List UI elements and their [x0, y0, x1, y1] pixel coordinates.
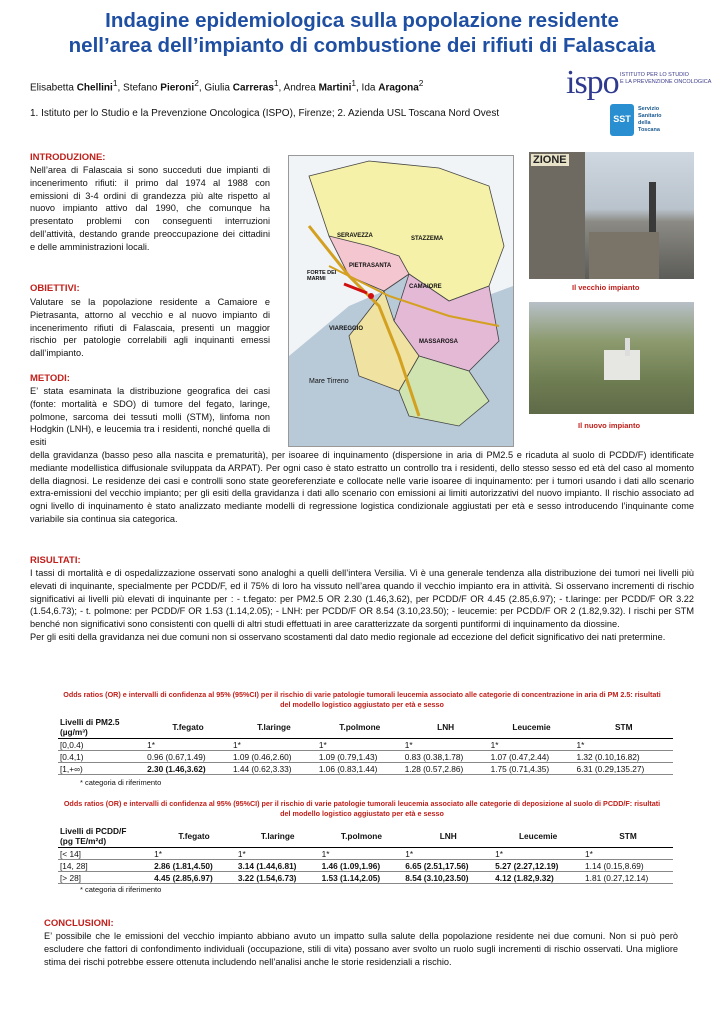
- author-surname: Aragona: [378, 82, 419, 94]
- author-surname: Chellini: [76, 82, 113, 94]
- table-row: [58, 872, 673, 884]
- ispo-line: E LA PREVENZIONE ONCOLOGICA: [620, 79, 712, 85]
- author-sup: 1: [351, 78, 356, 88]
- sst-line: Toscana: [638, 127, 660, 133]
- table-cell: 1*: [574, 739, 673, 751]
- table-cell: 8.54 (3.10,23.50): [403, 872, 493, 884]
- author-given: , Giulia: [198, 82, 233, 94]
- old-plant-photo: [529, 152, 694, 279]
- poster-title: [10, 8, 714, 58]
- conclusioni-text: E’ possibile che le emissioni del vecchio impianto abbiano avuto un impatto sulla salute della popolazione residente nei due comuni. Non si può però escludere che fattori di confondimento individuali (occupazione, stili di vita) possano aver svolto un ruolo sugli incrementi di rischio osservati. Una migliore stima dei rischi potrebbe essere ottenuta includendo nell’analisi anche le storie residenziali a rischio.: [44, 931, 678, 967]
- metodi-text-full: della gravidanza (basso peso alla nascita e prematurità), per isoaree di inquinamento (dispersione in aria di PM2.5 e ricaduta al suolo di PCDD/F) identificate mediante modellistica diffusionale sviluppata da ARPAT). Per ogni caso è stato estratto un controllo tra i residenti, dello stesso sesso ed età del caso al momento della diagnosi. Le residenze dei casi e controlli sono state georeferenziate e collocate nelle varie isoaree di inquinamento: per i tumori usando i dati allo scenario extra-emissioni del vecchio impianto; per gli esiti della gravidanza i dati allo scenario con emissioni ai limiti autorizzativi del nuovo impianto. Il rischio associato ad ogni livello di inquinamento è stato analizzato mediante modelli di regressione logistica condizionale aggiustati per età e sesso introducendo l’inquinante come variabile sia continua sia categorica.: [30, 450, 694, 524]
- table-cell: 4.45 (2.85,6.97): [152, 872, 236, 884]
- ispo-logo-text: [620, 72, 711, 86]
- table-cell: 1*: [236, 848, 320, 860]
- author-sup: 1: [112, 78, 118, 88]
- sst-line: Sanitario: [638, 113, 662, 119]
- author-given: , Ida: [355, 82, 379, 94]
- table2-col-header: Leucemie: [493, 825, 583, 848]
- table1: [58, 716, 673, 775]
- new-plant-photo: [529, 302, 694, 414]
- table-cell: 1.32 (0.10,16.82): [574, 751, 673, 763]
- table2-col-header: T.polmone: [320, 825, 404, 848]
- ispo-line: ISTITUTO PER LO STUDIO: [620, 72, 689, 78]
- table-cell: 1.81 (0.27,12.14): [583, 872, 673, 884]
- table-row: [58, 848, 673, 860]
- risultati-heading: RISULTATI:: [30, 555, 81, 566]
- author-sup: 2: [194, 78, 199, 88]
- conclusioni-heading: CONCLUSIONI:: [44, 918, 114, 929]
- table-cell: 1*: [583, 848, 673, 860]
- affiliations: 1. Istituto per lo Studio e la Prevenzione Oncologica (ISPO), Firenze; 2. Azienda USL Toscana Nord Ovest: [30, 108, 500, 119]
- table-cell-significant: 2.30 (1.46,3.62): [145, 763, 231, 775]
- author-sup: 1: [273, 78, 279, 88]
- table-cell: 1*: [145, 739, 231, 751]
- sst-logo-badge: [610, 104, 634, 136]
- table-cell: 1.28 (0.57,2.86): [403, 763, 489, 775]
- table-cell: 2.86 (1.81,4.50): [152, 860, 236, 872]
- col0-line: Livelli di PCDD/F: [60, 826, 127, 836]
- sst-logo-mark: SST: [613, 114, 631, 124]
- sst-logo-text: [638, 106, 662, 134]
- table-cell: 1.75 (0.71,4.35): [489, 763, 575, 775]
- col0-line: (pg TE/m²d): [60, 836, 107, 846]
- table1-col0-header: [58, 716, 145, 739]
- table-cell: 1.46 (1.09,1.96): [320, 860, 404, 872]
- table-cell: 0.83 (0.38,1.78): [403, 751, 489, 763]
- table1-col-header: LNH: [403, 716, 489, 739]
- obiettivi-heading: OBIETTIVI:: [30, 283, 80, 294]
- author-surname: Pieroni: [160, 82, 195, 94]
- author-sup: 2: [418, 78, 424, 88]
- table-cell: 1*: [317, 739, 403, 751]
- row-label: [1,+∞): [58, 763, 145, 775]
- map-label-massarosa: MASSAROSA: [419, 339, 459, 345]
- row-label: [0.4,1): [58, 751, 145, 763]
- table-cell: 1.09 (0.79,1.43): [317, 751, 403, 763]
- author-surname: Martini: [318, 82, 352, 94]
- map-label-pietrasanta: PIETRASANTA: [349, 263, 392, 269]
- old-plant-shed: [589, 232, 659, 279]
- table-row: [58, 860, 673, 872]
- sst-line: della: [638, 120, 651, 126]
- table2: [58, 825, 673, 884]
- table-cell: 4.12 (1.82,9.32): [493, 872, 583, 884]
- table1-col-header: T.fegato: [145, 716, 231, 739]
- new-plant-caption: Il nuovo impianto: [578, 421, 641, 430]
- table2-col0-header: [58, 825, 152, 848]
- risultati-text: [30, 567, 694, 644]
- table-cell: 1*: [231, 739, 317, 751]
- ispo-logo: [566, 64, 716, 102]
- map-label-seravezza: SERAVEZZA: [337, 233, 373, 239]
- metodi-heading: METODI:: [30, 373, 70, 384]
- risultati-paragraph-1: I tassi di mortalità e di ospedalizzazione osservati sono analoghi a quelli dell’intera Versilia. Vi è una generale tendenza alla distribuzione dei tumori nei livelli più elevati di inquinante, specialmente per PCDD/F, ed il 75% di loro ha vissuto nell’area quando il vecchio impianto era in attività. Si osservano incrementi di rischio significativi ai livelli più elevati di inquinante per : - t.fegato: per PM2.5 OR 2.30 (1.46,3.62), per PCDD/F OR 4.45 (2.85,6.97); - t.laringe: per PCDD/F OR 3.22 (1.54,6.73); - t. polmone: per PCDD/F OR 1.53 (1.14,2.05); - LNH: per PCDD/F OR 8.54 (3.10,23.50); - leucemie: per PCDD/F OR 2 (1.82,9.32). I rischi per STM benché non significativi sono consistenti con quelli di altri studi effettuati in aree caratterizzate da sorgenti puntiformi di inquinamento da diossine.: [30, 568, 694, 630]
- map-label-forte-dei-marmi: FORTE DEI MARMI: [307, 270, 337, 282]
- risultati-paragraph-2: Per gli esiti della gravidanza nei due comuni non si osservano scostamenti dal dato medio regionale ad eccezione del deficit significativo dei nati pretermine.: [30, 631, 666, 642]
- table1-col-header: STM: [574, 716, 673, 739]
- table1-title: Odds ratios (OR) e intervalli di confidenza al 95% (95%CI) per il rischio di varie patologie tumorali leucemia associato alle categorie di concentrazione in aria di PM 2.5: risultati del modello logistico aggiustato per età e sesso: [63, 690, 661, 709]
- table-row: [58, 751, 673, 763]
- table-cell: 1*: [403, 739, 489, 751]
- old-plant-caption: Il vecchio impianto: [572, 283, 640, 292]
- new-plant-building: [604, 350, 640, 380]
- table2-title: Odds ratios (OR) e intervalli di confidenza al 95% (95%CI) per il rischio di varie patologie tumorali leucemia associato alle categorie di deposizione al suolo di PCDD/F: risultati del modello logistico aggiustato per età e sesso: [63, 799, 661, 818]
- table2-col-header: STM: [583, 825, 673, 848]
- table-cell: 0.96 (0.67,1.49): [145, 751, 231, 763]
- table1-note: * categoria di riferimento: [80, 778, 162, 787]
- metodi-text-column: E’ stata esaminata la distribuzione geografica dei casi (fonte: mortalità e SDO) di tumore del fegato, laringe, polmone, sarcoma dei tessuti molli (STM), linfoma non Hodgkin (LNH), e leucemia tra i residenti, nonché quella di esiti: [30, 386, 270, 448]
- table2-col-header: LNH: [403, 825, 493, 848]
- row-label: [> 28]: [58, 872, 152, 884]
- intro-text: Nell’area di Falascaia si sono succeduti due impianti di incenerimento rifiuti: il primo dal 1974 al 1988 con emissioni di 3-4 ordini di grandezza più alte rispetto al nuovo impianto attivo dal 1990, che comunque ha presentato problemi con conseguenti interruzioni dell’attività, destando grande preoccupazione dei cittadini e delle amministrazioni locali.: [30, 165, 270, 252]
- map-label-sea: Mare Tirreno: [309, 378, 349, 385]
- sst-line: Servizio: [638, 106, 660, 112]
- table2-col-header: T.laringe: [236, 825, 320, 848]
- author-given: , Stefano: [117, 82, 161, 94]
- table-cell: 1.07 (0.47,2.44): [489, 751, 575, 763]
- author-list: [30, 78, 423, 93]
- title-line-1: Indagine epidemiologica sulla popolazione residente: [105, 9, 619, 32]
- col0-line: (µg/m³): [60, 727, 88, 737]
- map-label-stazzema: STAZZEMA: [411, 236, 444, 242]
- obiettivi-text: Valutare se la popolazione residente a Camaiore e Pietrasanta, attorno al vecchio e al nuovo impianto di incenerimento rifiuti di Falascaia, presenti un maggior rischio per patologie correlabili agli inquinanti emessi dall’impianto.: [30, 297, 270, 359]
- row-label: [< 14]: [58, 848, 152, 860]
- row-label: [0,0.4): [58, 739, 145, 751]
- author-given: Elisabetta: [30, 82, 77, 94]
- map-label-camaiore: CAMAIORE: [409, 284, 442, 290]
- table-cell: 6.31 (0.29,135.27): [574, 763, 673, 775]
- table-cell: 1*: [152, 848, 236, 860]
- table1-col-header: T.laringe: [231, 716, 317, 739]
- area-map: [288, 155, 514, 447]
- old-plant-building: [529, 152, 585, 279]
- old-plant-sign: ZIONE: [533, 154, 567, 166]
- table2-header: [58, 825, 673, 848]
- table-cell: 1.06 (0.83,1.44): [317, 763, 403, 775]
- author-given: , Andrea: [278, 82, 319, 94]
- row-label: [14, 28]: [58, 860, 152, 872]
- table-cell: 1*: [320, 848, 404, 860]
- table1-header: [58, 716, 673, 739]
- map-label-viareggio: VIAREGGIO: [329, 326, 364, 332]
- table1-col-header: T.polmone: [317, 716, 403, 739]
- title-line-2: nell’area dell’impianto di combustione dei rifiuti di Falascaia: [68, 34, 656, 57]
- table-cell: 1*: [493, 848, 583, 860]
- table-cell: 1.09 (0.46,2.60): [231, 751, 317, 763]
- table-cell: 6.65 (2.51,17.56): [403, 860, 493, 872]
- table-row: [58, 763, 673, 775]
- table-row: [58, 739, 673, 751]
- table-cell: 1.53 (1.14,2.05): [320, 872, 404, 884]
- intro-heading: INTRODUZIONE:: [30, 152, 106, 163]
- new-plant-chimney: [625, 338, 630, 356]
- table-cell: 1*: [403, 848, 493, 860]
- table-cell: 1.14 (0.15,8.69): [583, 860, 673, 872]
- table1-col-header: Leucemie: [489, 716, 575, 739]
- sst-logo: [610, 104, 670, 138]
- ispo-logo-mark: ispo: [566, 64, 619, 101]
- table2-col-header: T.fegato: [152, 825, 236, 848]
- table-cell: 3.22 (1.54,6.73): [236, 872, 320, 884]
- table-cell: 1*: [489, 739, 575, 751]
- area-map-graphic: [289, 156, 513, 446]
- author-surname: Carreras: [232, 82, 274, 94]
- table-cell: 3.14 (1.44,6.81): [236, 860, 320, 872]
- table2-note: * categoria di riferimento: [80, 885, 162, 894]
- col0-line: Livelli di PM2.5: [60, 717, 120, 727]
- table-cell: 5.27 (2.27,12.19): [493, 860, 583, 872]
- table-cell: 1.44 (0.62,3.33): [231, 763, 317, 775]
